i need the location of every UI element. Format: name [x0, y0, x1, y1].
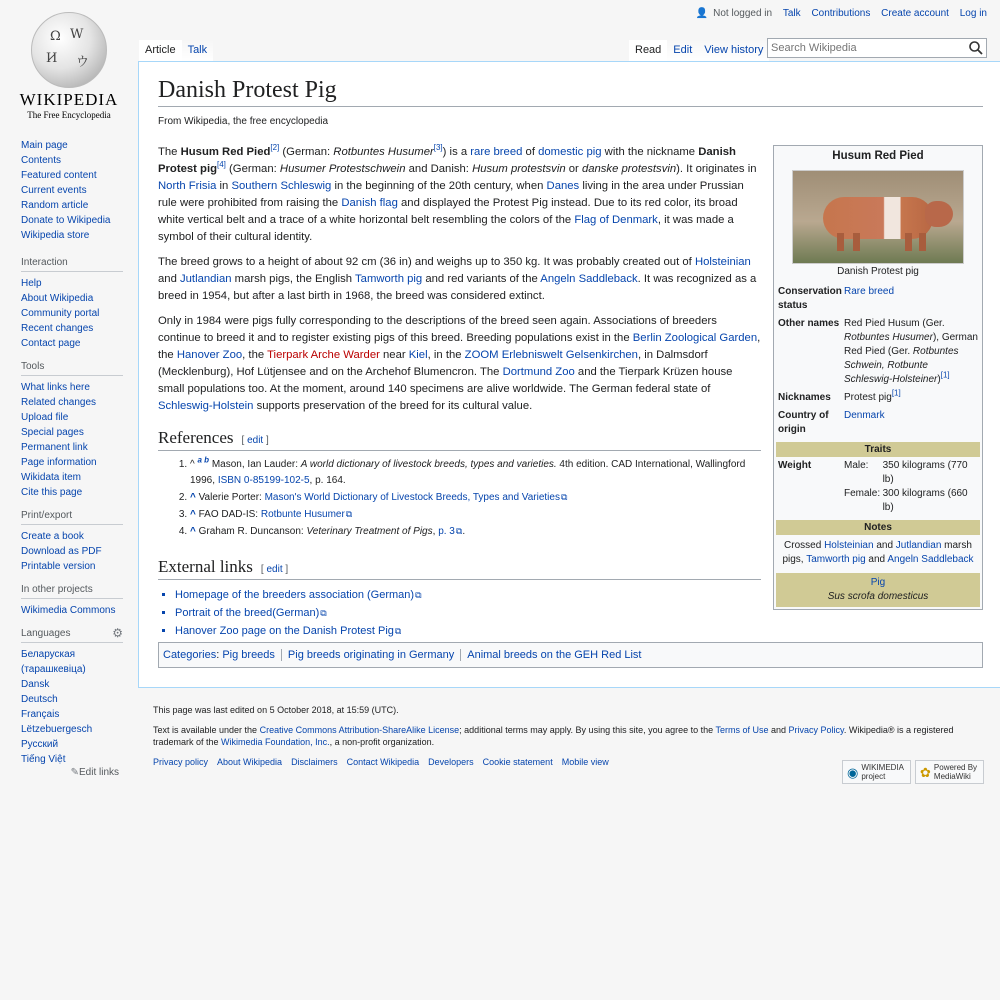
list-item: 3. ^ FAO DAD-IS: Rotbunte Husumer ⧉ — [190, 506, 761, 523]
link-tierpark-arche-warder[interactable]: Tierpark Arche Warder — [267, 349, 380, 361]
sidebar-item-upload-file[interactable]: Upload file — [21, 412, 69, 423]
tab-read[interactable]: Read — [629, 40, 667, 62]
link-southern-schleswig[interactable]: Southern Schleswig — [231, 180, 332, 192]
lang-french[interactable]: Français — [21, 709, 60, 720]
external-link[interactable]: Mason's World Dictionary of Livestock Breeds, Types and Varieties ⧉ — [265, 492, 568, 503]
edit-links[interactable]: ✎Edit links — [70, 767, 119, 778]
sidebar-item-featured-content[interactable]: Featured content — [21, 170, 97, 181]
category-link[interactable]: Pig breeds — [222, 649, 275, 661]
categories-box: Categories: Pig breeds Pig breeds originating in Germany Animal breeds on the GEH Red List — [158, 642, 983, 668]
species-footer: Pig Sus scrofa domesticus — [776, 573, 980, 607]
link-domestic-pig[interactable]: domestic pig — [538, 146, 602, 158]
mediawiki-badge[interactable]: ✿ Powered By MediaWiki — [915, 760, 984, 784]
interaction-heading: Interaction — [21, 257, 123, 272]
sidebar-item-download-pdf[interactable]: Download as PDF — [21, 546, 102, 557]
paragraph-2: The breed grows to a height of about 92 cm (36 in) and weighs up to 350 kg. It was probably created out of Holsteinian and Jutlandian marsh pigs, the English Tamworth pig and red variants of the Angeln Saddleback. It was recognized as a breed in 1954, but after a last birth in 1968, the breed was considered extinct. — [158, 256, 757, 302]
sidebar-item-about[interactable]: About Wikipedia — [21, 293, 94, 304]
link-dortmund-zoo[interactable]: Dortmund Zoo — [502, 366, 575, 378]
list-item: 4. ^ Graham R. Duncanson: Veterinary Treatment of Pigs, p. 3 ⧉ . — [190, 523, 761, 540]
sidebar-item-current-events[interactable]: Current events — [21, 185, 87, 196]
notes-heading: Notes — [776, 520, 980, 535]
site-subtitle: From Wikipedia, the free encyclopedia — [158, 116, 329, 127]
list-item: ▪ Homepage of the breeders association (German) ⧉ — [175, 586, 761, 604]
footer — [153, 704, 988, 768]
lang-vietnamese[interactable]: Tiếng Việt — [21, 754, 66, 765]
footer-link[interactable]: Developers — [428, 757, 474, 767]
personal-tools — [688, 8, 987, 19]
sidebar-item-printable-version[interactable]: Printable version — [21, 561, 96, 572]
sidebar-item-contents[interactable]: Contents — [21, 155, 62, 166]
contributions-link[interactable]: Contributions — [811, 8, 871, 19]
paragraph-3: Only in 1984 were pigs fully corresponding to the descriptions of the breed seen again. Associations of breeders continue to breed it and to register existing pigs of this breed. Breeding populations exist in the Berlin Zoological Garden, the Hanover Zoo, the Tierpark Arche Warder near Kiel, in the ZOOM Erlebniswelt Gelsenkirchen, in Dalmsdorf (Mecklenburg), Hof Lütjensee and on the Archehof Blumencron. The Dortmund Zoo and the Tierpark Krüzen house small populations too. At the moment, around 140 specimens are alive worldwide. The German federal state of Schleswig-Holstein supports preservation of the breed for its cultural value. — [158, 315, 761, 412]
link-danish-flag[interactable]: Danish flag — [341, 197, 398, 209]
sidebar-item-random-article[interactable]: Random article — [21, 200, 89, 211]
category-link[interactable]: Animal breeds on the GEH Red List — [467, 649, 642, 661]
ref-link[interactable]: [3] — [433, 143, 443, 153]
projects-portal — [0, 584, 137, 618]
external-link[interactable]: Rotbunte Husumer ⧉ — [261, 509, 352, 520]
sidebar — [0, 138, 137, 788]
country-row: Country of origin Denmark — [778, 410, 885, 435]
external-links-heading: External links [ edit ] — [158, 558, 761, 580]
infobox — [773, 145, 983, 610]
image-caption: Danish Protest pig — [837, 266, 919, 277]
link-zoom-gelsenkirchen[interactable]: ZOOM Erlebniswelt Gelsenkirchen — [464, 349, 638, 361]
ref-link[interactable]: [2] — [270, 143, 280, 153]
lang-russian[interactable]: Русский — [21, 739, 59, 750]
wikipedia-logo[interactable] — [14, 8, 124, 123]
denmark-link[interactable]: Denmark — [844, 410, 885, 421]
sidebar-item-wikidata-item[interactable]: Wikidata item — [21, 472, 82, 483]
sidebar-item-help[interactable]: Help — [21, 278, 42, 289]
tab-view-history[interactable]: View history — [698, 40, 769, 62]
link-hanover-zoo[interactable]: Hanover Zoo — [176, 349, 243, 361]
projects-heading: In other projects — [21, 584, 123, 599]
references-list — [158, 457, 761, 540]
nicknames-row: Nicknames Protest pig[1] — [778, 388, 901, 403]
references-heading: References [ edit ] — [158, 429, 761, 451]
ref-link[interactable]: [4] — [217, 160, 226, 170]
notes: Crossed Holsteinian and Jutlandian marsh pigs, Tamworth pig and Angeln Saddleback — [782, 540, 974, 565]
lang-luxembourgish[interactable]: Lëtzebuergesch — [21, 724, 93, 735]
link-north-frisia[interactable]: North Frisia — [158, 180, 217, 192]
print-heading: Print/export — [21, 510, 123, 525]
sidebar-item-main-page[interactable]: Main page — [21, 140, 68, 151]
weight-row: Weight Male: 350 kilograms (770 lb) Female: 300 kilograms (660 lb) — [778, 460, 968, 513]
interaction-portal — [0, 257, 137, 351]
talk-link[interactable]: Talk — [782, 8, 801, 19]
conservation-row: Conservation status Rare breed — [778, 286, 895, 311]
sidebar-item-create-book[interactable]: Create a book — [21, 531, 84, 542]
namespace-tabs — [139, 40, 213, 62]
tools-portal — [0, 361, 137, 500]
link-rare-breed[interactable]: rare breed — [470, 146, 523, 158]
list-item: 1. ^ $^{a b}$ Mason, Ian Lauder: A world dictionary of livestock breeds, types and varieties. 4th edition. CAD International, Wallingford 1996, ISBN 0-85199-102-5, p. 164. — [190, 457, 761, 489]
user-icon: 👤 — [695, 8, 709, 19]
pig-photo[interactable] — [792, 170, 964, 264]
traits-heading: Traits — [776, 442, 980, 457]
link-danes[interactable]: Danes — [546, 180, 580, 192]
footer-link[interactable]: Cookie statement — [482, 757, 553, 767]
wordmark: WIKIPEDIA — [19, 90, 119, 109]
search-icon[interactable] — [968, 40, 984, 56]
sidebar-item-contact[interactable]: Contact page — [21, 338, 81, 349]
footer-link[interactable]: Contact Wikipedia — [346, 757, 420, 767]
license-text: Text is available under the Creative Commons Attribution-ShareAlike License; additional terms may apply. By using this site, you agree to the Terms of Use and Privacy Policy. Wikipedia® is a registered trademark of the Wikimedia Foundation, Inc., a non-profit organization. — [153, 725, 954, 747]
gear-icon[interactable]: ⚙ — [112, 626, 123, 640]
infobox-title: Husum Red Pied — [832, 150, 924, 162]
last-edited: This page was last edited on 5 October 2018, at 15:59 (UTC). — [153, 705, 399, 715]
sidebar-item-page-information[interactable]: Page information — [21, 457, 97, 468]
link-tamworth-pig[interactable]: Tamworth pig — [355, 273, 423, 285]
sidebar-item-recent-changes[interactable]: Recent changes — [21, 323, 94, 334]
page-title: Danish Protest Pig — [158, 77, 983, 107]
link-holsteinian[interactable]: Holsteinian — [694, 256, 751, 268]
lang-german[interactable]: Deutsch — [21, 694, 58, 705]
link-schleswig-holstein[interactable]: Schleswig-Holstein — [158, 400, 254, 412]
create-account-link[interactable]: Create account — [881, 8, 949, 19]
edit-references-link[interactable]: edit — [247, 435, 264, 446]
sidebar-item-permanent-link[interactable]: Permanent link — [21, 442, 88, 453]
sidebar-item-cite-this-page[interactable]: Cite this page — [21, 487, 83, 498]
isbn-link[interactable]: ISBN 0-85199-102-5 — [217, 475, 310, 486]
paragraph-1: The Husum Red Pied[2] (German: Rotbuntes Husumer[3]) is a rare breed of domestic pig with the nickname Danish Protest pig[4] (German: Husumer Protestschwein and Danish: Husum protestsvin or danske protestsvin). It originates in North Frisia in Southern Schleswig in the beginning of the 20th century, when Danes living in the area under Prussian rule were prohibited from raising the Danish flag and displayed the Protest Pig instead. Due to its red color, its broad white vertical belt and a trace of a white horizontal belt resembling the colors of the Flag of Denmark, it was made a symbol of their cultural identity. — [158, 143, 757, 243]
edit-external-links-link[interactable]: edit — [266, 564, 283, 575]
tab-talk[interactable]: Talk — [182, 40, 214, 62]
footer-link[interactable]: Disclaimers — [291, 757, 338, 767]
logo-tagline: The Free Encyclopedia — [27, 110, 111, 120]
sidebar-item-community-portal[interactable]: Community portal — [21, 308, 100, 319]
wikimedia-icon: ◉ — [847, 764, 859, 780]
lang-belarusian[interactable]: Беларуская (тарашкевіца) — [21, 649, 86, 675]
footer-link[interactable]: About Wikipedia — [217, 757, 283, 767]
search-input[interactable] — [767, 38, 987, 58]
footer-link[interactable]: Privacy policy — [153, 757, 209, 767]
external-link[interactable]: p. 3 ⧉ — [438, 526, 462, 537]
content — [138, 61, 1000, 688]
footer-link[interactable]: Mobile view — [561, 757, 609, 767]
link-angeln-saddleback[interactable]: Angeln Saddleback — [540, 273, 638, 285]
categories-label[interactable]: Categories — [163, 649, 217, 661]
languages-portal — [0, 628, 137, 778]
log-in-link[interactable]: Log in — [959, 8, 987, 19]
link-berlin-zoo[interactable]: Berlin Zoological Garden — [632, 332, 758, 344]
languages-heading: Languages ⚙ — [21, 628, 123, 643]
sidebar-item-related-changes[interactable]: Related changes — [21, 397, 97, 408]
sidebar-item-special-pages[interactable]: Special pages — [21, 427, 84, 438]
navigation-portal — [0, 138, 137, 243]
list-item: ▪ Portrait of the breed(German) ⧉ — [175, 604, 761, 622]
sidebar-item-store[interactable]: Wikipedia store — [21, 230, 90, 241]
link-flag-of-denmark[interactable]: Flag of Denmark — [574, 214, 658, 226]
other-names-row: Other names Red Pied Husum (Ger. Rotbuntes Husumer), German Red Pied (Ger. Rotbuntes Schwein, Rotbunte Schleswig-Holsteiner)[1] — [778, 318, 978, 385]
mediawiki-icon: ✿ — [920, 764, 931, 780]
wikimedia-badge[interactable]: ◉ WIKIMEDIA project — [842, 760, 911, 784]
sidebar-item-what-links-here[interactable]: What links here — [21, 382, 90, 393]
list-item: 2. ^ Valerie Porter: Mason's World Dictionary of Livestock Breeds, Types and Varieties ⧉ — [190, 489, 761, 506]
wikipedia-globe-icon: Ω W И ウ — [31, 12, 107, 88]
sidebar-item-donate[interactable]: Donate to Wikipedia — [21, 215, 111, 226]
pencil-icon: ✎ — [70, 767, 79, 778]
lang-danish[interactable]: Dansk — [21, 679, 50, 690]
link-jutlandian[interactable]: Jutlandian — [180, 273, 232, 285]
conservation-link[interactable]: Rare breed — [844, 286, 895, 297]
pig-link[interactable]: Pig — [870, 577, 886, 588]
sidebar-item-commons[interactable]: Wikimedia Commons — [21, 605, 116, 616]
tools-heading: Tools — [21, 361, 123, 376]
tab-article[interactable]: Article — [139, 40, 182, 62]
print-portal — [0, 510, 137, 574]
not-logged-in: 👤 Not logged in — [695, 8, 773, 19]
external-links-list — [158, 586, 761, 640]
tab-edit[interactable]: Edit — [667, 40, 698, 62]
view-tabs — [629, 40, 769, 62]
link-kiel[interactable]: Kiel — [408, 349, 428, 361]
category-link[interactable]: Pig breeds originating in Germany — [287, 649, 455, 661]
list-item: ▪ Hanover Zoo page on the Danish Protest Pig ⧉ — [175, 622, 761, 640]
article-body — [158, 144, 761, 640]
